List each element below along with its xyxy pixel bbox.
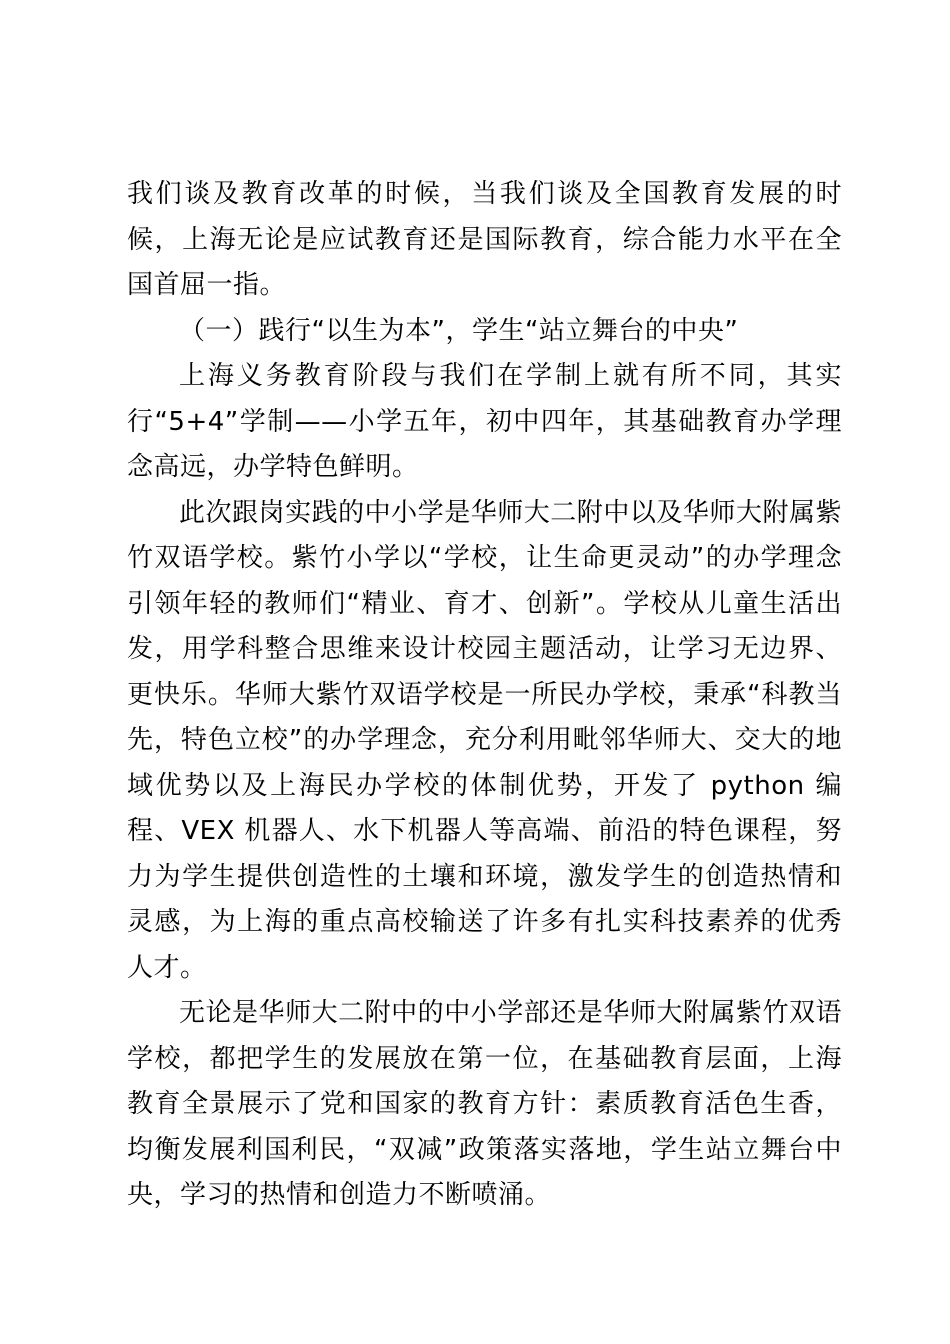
- section-heading: （一）践行“以生为本”，学生“站立舞台的中央”: [179, 315, 739, 346]
- paragraph-intro: 我们谈及教育改革的时候，当我们谈及全国教育发展的时候，上海无论是应试教育还是国际教育，综合能力水平在全国首屈一指。: [127, 179, 842, 300]
- document-body: [127, 172, 842, 1219]
- paragraph-student-development: 无论是华师大二附中的中小学部还是华师大附属紫竹双语学校，都把学生的发展放在第一位，在基础教育层面，上海教育全景展示了党和国家的教育方针：素质教育活色生香，均衡发展利国利民，“双减”政策落实落地，学生站立舞台中央，学习的热情和创造力不断喷涌。: [127, 998, 842, 1210]
- paragraph-practice-schools: 此次跟岗实践的中小学是华师大二附中以及华师大附属紫竹双语学校。紫竹小学以“学校，让生命更灵动”的办学理念引领年轻的教师们“精业、育才、创新”。学校从儿童生活出发，用学科整合思维来设计校园主题活动，让学习无边界、更快乐。华师大紫竹双语学校是一所民办学校，秉承“科教当先，特色立校”的办学理念，充分利用毗邻华师大、交大的地域优势以及上海民办学校的体制优势，开发了 python 编程、VEX 机器人、水下机器人等高端、前沿的特色课程，努力为学生提供创造性的土壤和环境，激发学生的创造热情和灵感，为上海的重点高校输送了许多有扎实科技素养的优秀人才。: [127, 497, 842, 983]
- paragraph-school-system: 上海义务教育阶段与我们在学制上就有所不同，其实行“5+4”学制——小学五年，初中四年，其基础教育办学理念高远，办学特色鲜明。: [127, 361, 842, 482]
